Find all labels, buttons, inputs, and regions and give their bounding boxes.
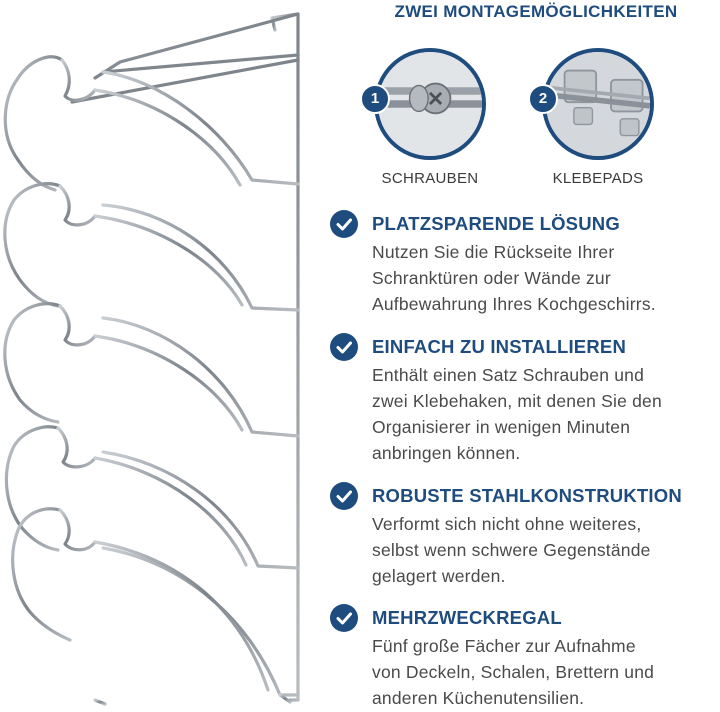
- check-icon: [330, 210, 358, 238]
- mounting-title: ZWEI MONTAGEMÖGLICHKEITEN: [394, 2, 678, 21]
- feature-text-line: Organisierer in wenigen Minuten: [372, 417, 631, 437]
- feature-title: PLATZSPARENDE LÖSUNG: [372, 213, 620, 234]
- feature-title: EINFACH ZU INSTALLIEREN: [372, 336, 627, 357]
- screw-caption: SCHRAUBEN: [381, 170, 479, 187]
- feature-text-line: anderen Küchenutensilien.: [372, 688, 585, 708]
- check-icon: [330, 604, 358, 632]
- feature-title: ROBUSTE STAHLKONSTRUKTION: [372, 485, 682, 506]
- feature-text-line: anbringen können.: [372, 443, 521, 463]
- product-image: [0, 0, 330, 707]
- adhesive-mount-image: [542, 48, 654, 160]
- lid-rack-illustration: [0, 0, 330, 707]
- screw-mount-image: [374, 48, 486, 160]
- feature-text-line: von Deckeln, Schalen, Brettern und: [372, 662, 655, 682]
- option-number-1: 1: [360, 84, 390, 114]
- feature-text-line: gelagert werden.: [372, 566, 506, 586]
- feature-text-line: Enthält einen Satz Schrauben und: [372, 365, 645, 385]
- feature-text-line: Verformt sich nicht ohne weiteres,: [372, 514, 642, 534]
- screw-icon: [378, 52, 482, 156]
- feature-text-line: Aufbewahrung Ihres Kochgeschirrs.: [372, 294, 656, 314]
- feature-text-line: selbst wenn schwere Gegenstände: [372, 540, 651, 560]
- adhesive-pad-icon: [546, 52, 650, 156]
- feature-text-line: Fünf große Fächer zur Aufnahme: [372, 636, 636, 656]
- option-number-2: 2: [528, 84, 558, 114]
- check-icon: [330, 333, 358, 361]
- adhesive-caption: KLEBEPADS: [552, 170, 644, 187]
- feature-title: MEHRZWECKREGAL: [372, 607, 562, 628]
- feature-text-line: Schranktüren oder Wände zur: [372, 268, 611, 288]
- check-icon: [330, 482, 358, 510]
- feature-text-line: zwei Klebehaken, mit denen Sie den: [372, 391, 662, 411]
- feature-text-line: Nutzen Sie die Rückseite Ihrer: [372, 242, 615, 262]
